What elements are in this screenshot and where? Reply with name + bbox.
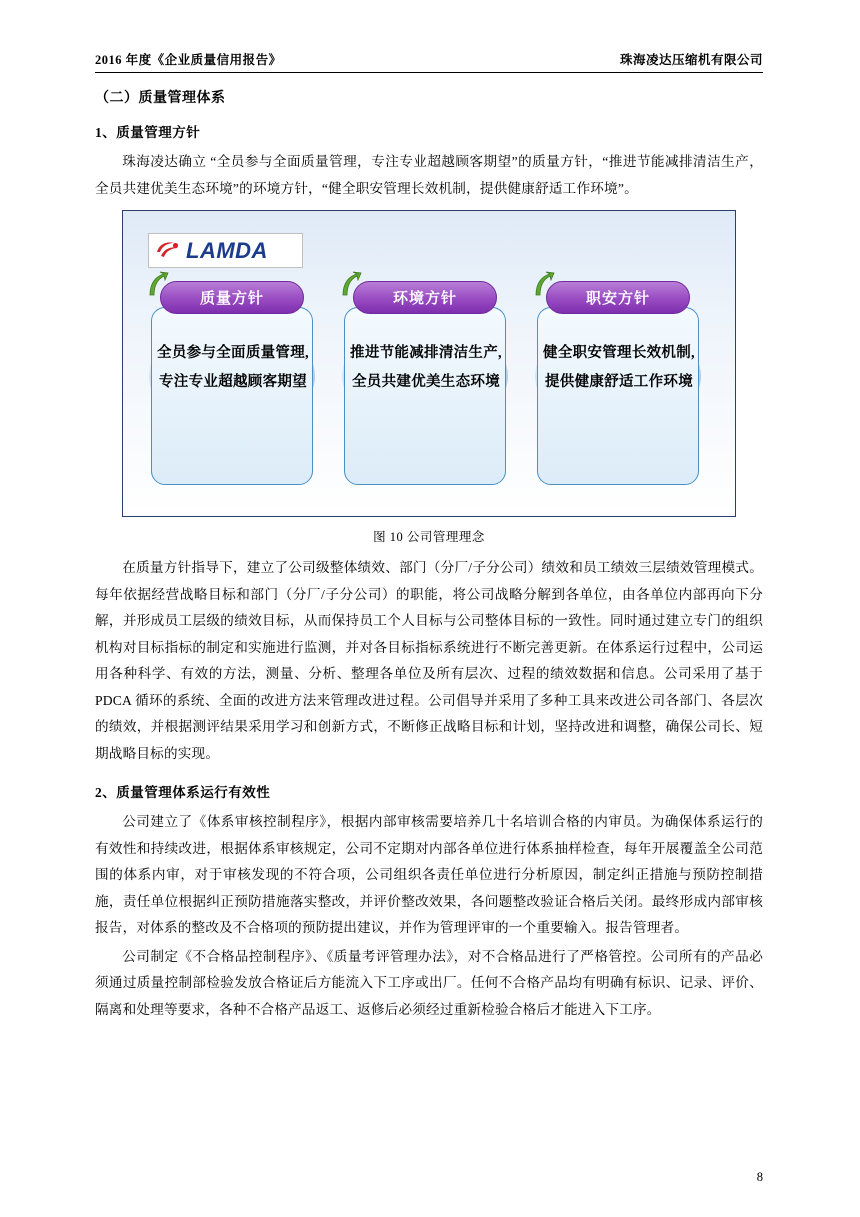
figure-caption: 图 10 公司管理理念 — [373, 530, 485, 544]
pillar-text-lines — [533, 339, 705, 397]
logo-wordmark: LAMDA — [186, 237, 268, 263]
green-arrow-icon — [340, 271, 362, 297]
running-header — [95, 50, 763, 73]
pillar-badge: 质量方针 — [160, 281, 304, 314]
subsection-heading-2: 2、质量管理体系运行有效性 — [95, 785, 271, 800]
header-left-text: 2016 年度《企业质量信用报告》 — [95, 53, 282, 67]
pillar-quality-policy — [143, 281, 321, 496]
pillars-group — [123, 281, 735, 506]
pillar-badge: 环境方针 — [353, 281, 497, 314]
paragraph-quality-policy: 珠海凌达确立 “全员参与全面质量管理，专注专业超越顾客期望”的质量方针，“推进节能减排清洁生产，全员共建优美生态环境”的环境方针，“健全职安管理长效机制，提供健康舒适工作环境”。 — [95, 154, 763, 196]
paragraph-audit-system: 公司建立了《体系审核控制程序》，根据内部审核需要培养几十名培训合格的内审员。为确保体系运行的有效性和持续改进，根据体系审核规定，公司不定期对内部各单位进行体系抽样检查，每年开展覆盖全公司范围的体系内审，对于审核发现的不符合项，公司组织各责任单位进行分析原因，制定纠正措施与预防控制措施，责任单位根据纠正预防措施落实整改，并评价整改效果，各问题整改验证合格后关闭。最终形成内部审核报告，对体系的整改及不合格项的预防提出建议，并作为管理评审的一个重要输入。报告管理者。 — [95, 814, 763, 935]
pillar-safety-policy — [529, 281, 707, 496]
paragraph-performance-management: 在质量方针指导下，建立了公司级整体绩效、部门（分厂/子分公司）绩效和员工绩效三层绩效管理模式。每年依据经营战略目标和部门（分厂/子分公司）的职能，将公司战略分解到各单位，由各单位内部再向下分解，并形成员工层级的绩效目标，从而保持员工个人目标与公司整体目标的一致性。同时通过建立专门的组织机构对目标指标的制定和实施进行监测，并对各目标指标系统进行不断完善更新。在体系运行过程中，公司运用各种科学、有效的方法，测量、分析、整理各单位及所有层次、过程的绩效数据和信息。公司采用了基于 PDCA 循环的系统、全面的改进方法来管理改进过程。公司倡导并采用了多种工具来改进公司各部门、各层次的绩效，并根据测评结果采用学习和创新方式，不断修正战略目标和计划，坚持改进和调整，确保公司长、短期战略目标的实现。 — [95, 560, 763, 761]
pillar-text-lines — [147, 339, 319, 397]
header-right-text: 珠海凌达压缩机有限公司 — [619, 53, 763, 67]
pillar-line-1: 全员参与全面质量管理, — [157, 345, 309, 361]
section-heading: （二）质量管理体系 — [95, 91, 226, 106]
pillar-text-lines — [340, 339, 512, 397]
pillar-line-1: 推进节能减排清洁生产, — [350, 345, 502, 361]
pillar-line-1: 健全职安管理长效机制, — [543, 345, 695, 361]
logo-swirl-icon — [155, 240, 181, 262]
figure-canvas — [122, 210, 736, 517]
pillar-environment-policy — [336, 281, 514, 496]
green-arrow-icon — [533, 271, 555, 297]
pillar-line-2: 全员共建优美生态环境 — [352, 374, 500, 390]
figure-management-philosophy — [95, 210, 763, 545]
page-number: 8 — [756, 1170, 763, 1184]
green-arrow-icon — [147, 271, 169, 297]
paragraph-nonconforming-control: 公司制定《不合格品控制程序》、《质量考评管理办法》，对不合格品进行了严格管控。公司所有的产品必须通过质量控制部检验发放合格证后方能流入下工序或出厂。任何不合格产品均有明确有标识、记录、评价、隔离和处理等要求，各种不合格产品返工、返修后必须经过重新检验合格后才能进入下工序。 — [95, 948, 763, 1017]
pillar-badge: 职安方针 — [546, 281, 690, 314]
pillar-line-2: 提供健康舒适工作环境 — [545, 374, 693, 390]
company-logo — [148, 233, 303, 268]
page-content — [95, 50, 763, 1025]
pillar-line-2: 专注专业超越顾客期望 — [159, 374, 307, 390]
subsection-heading-1: 1、质量管理方针 — [95, 125, 201, 140]
